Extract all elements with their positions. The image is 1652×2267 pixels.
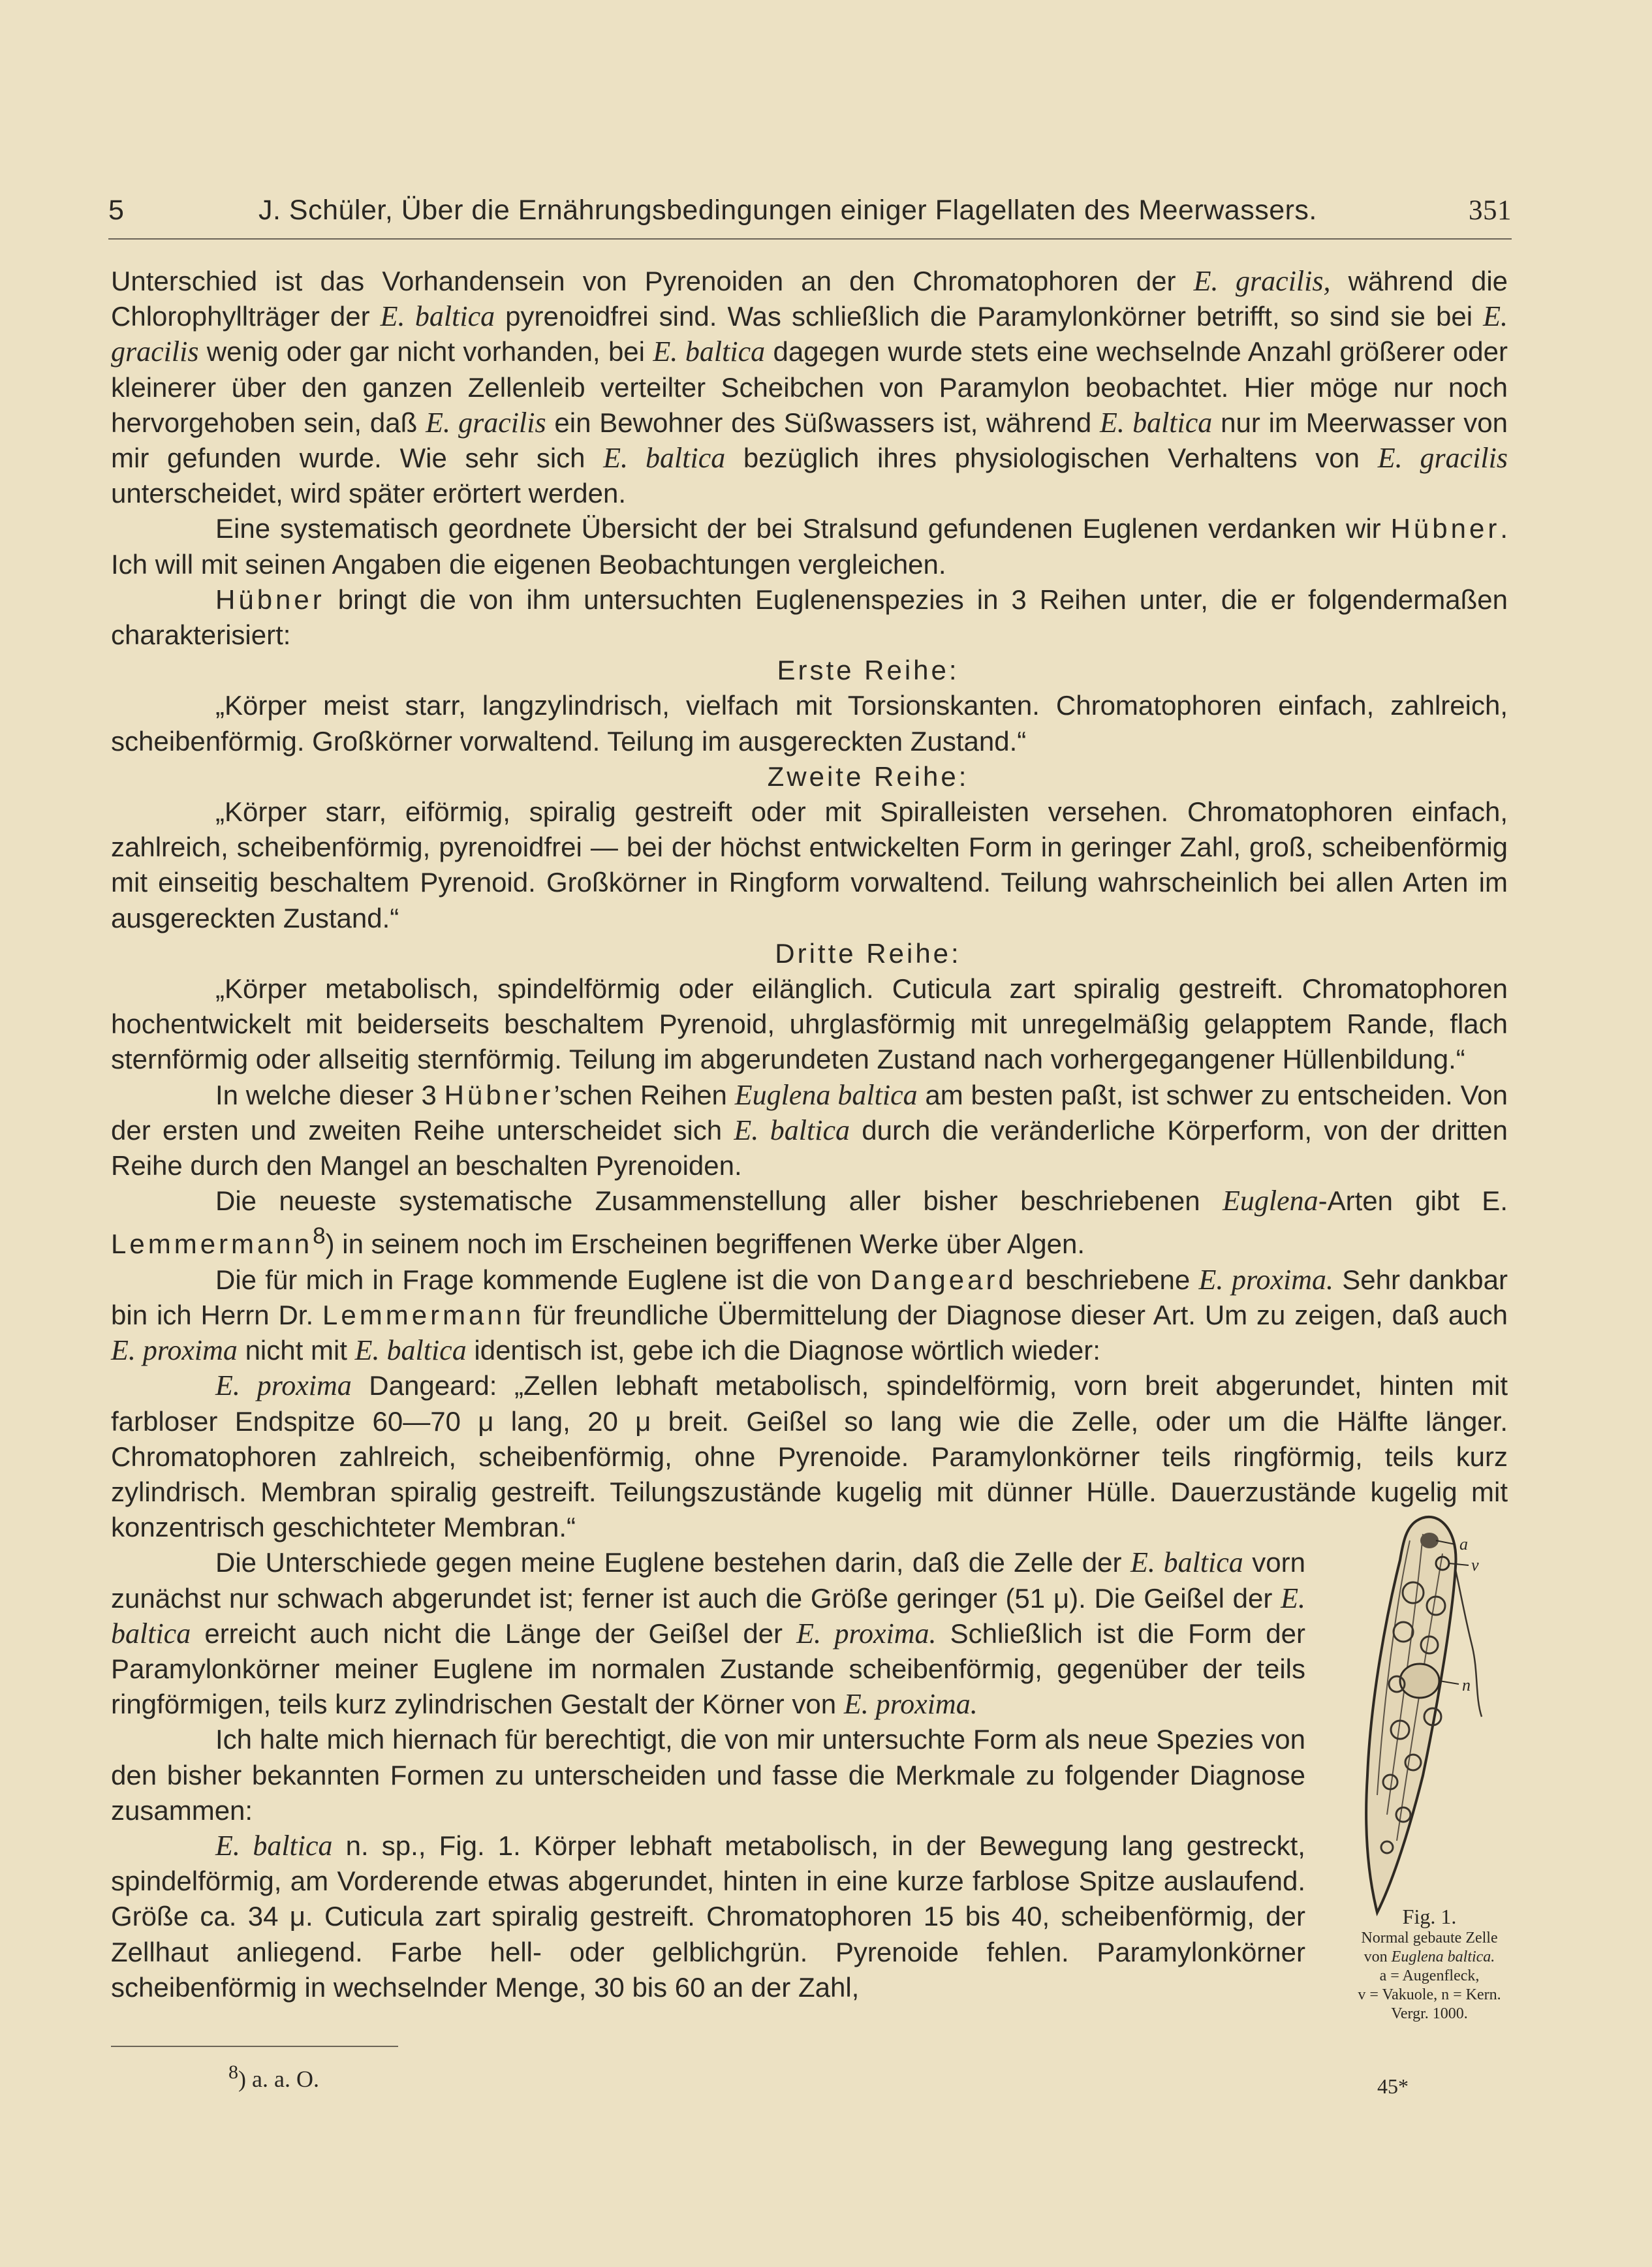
paragraph-9: Ich halte mich hiernach für berechtigt, die von mir untersuchte Form als neue Spezies von den bisher bekannten Formen zu unterscheiden und fasse die Merkmale zu folgender Diagnose zusammen: bbox=[111, 1724, 1305, 1826]
paragraph-1: Unterschied ist das Vorhandensein von Pyrenoiden an den Chromatophoren der E. gracilis, während die Chlorophyllträger der E. baltica pyrenoidfrei sind. Was schließlich die Paramylonkörner betrifft, so sind sie bei E. gracilis wenig oder gar nicht vorhanden, bei E. baltica dagegen wurde stets eine wechselnde Anzahl größerer oder kleinerer über den ganzen Zellenleib verteilter Scheibchen von Paramylon beobachtet. Hier möge nur noch hervorgehoben sein, daß E. gracilis ein Bewohner des Süßwassers ist, während E. baltica nur im Meerwasser von mir gefunden wurde. Wie sehr sich E. baltica bezüglich ihres physiologischen Verhaltens von E. gracilis unterscheidet, wird später erörtert werden. bbox=[111, 265, 1508, 509]
cell-outline bbox=[1366, 1517, 1456, 1913]
wrapped-text bbox=[111, 1545, 1305, 2005]
paragraph-6: Die für mich in Frage kommende Euglene ist die von Dangeard beschriebene E. proxima. Sehr dankbar bin ich Herrn Dr. Lemmermann für freundliche Übermittelung der Diagnose dieser Art. Um zu zeigen, daß auch E. proxima nicht mit E. baltica identisch ist, gebe ich die Diagnose wörtlich wieder: bbox=[111, 1263, 1508, 1367]
signature-mark: 45* bbox=[1377, 2074, 1409, 2098]
figure-caption: Fig. 1. Normal gebaute Zelle von Euglena baltica. a = Augenfleck, v = Vakuole, n = Kern. Vergr. 1000. bbox=[1318, 1907, 1540, 2024]
line-number: 5 bbox=[108, 195, 125, 226]
footnote-ref: 8 bbox=[313, 1223, 326, 1249]
page-number: 351 bbox=[1469, 195, 1512, 226]
euglena-figure bbox=[1332, 1501, 1521, 1919]
paragraph-10: E. baltica n. sp., Fig. 1. Körper lebhaft metabolisch, in der Bewegung lang gestreckt, spindelförmig, am Vorderende etwas abgerundet, hinten in eine kurze farblose Spitze auslaufend. Größe ca. 34 μ. Cuticula zart spiralig gestreift. Chromatophoren 15 bis 40, scheibenförmig, der Zellhaut anliegend. Farbe hell- oder gelblichgrün. Pyrenoide fehlen. Paramylonkörner scheibenförmig in wechselnder Menge, 30 bis 60 an der Zahl, bbox=[111, 1829, 1305, 2003]
quote-zweite-reihe: „Körper starr, eiförmig, spiralig gestreift oder mit Spiralleisten versehen. Chromatophoren einfach, zahlreich, scheibenförmig, pyrenoidfrei — bei der höchst entwickelten Form in geringer Zahl, groß, scheibenförmig mit einseitig beschaltem Pyrenoid. Großkörner in Ringform vorwaltend. Teilung wahrscheinlich bei allen Arten im ausgereckten Zustand.“ bbox=[111, 796, 1508, 933]
quote-erste-reihe: „Körper meist starr, langzylindrisch, vielfach mit Torsionskanten. Chromatophoren einfach, zahlreich, scheibenförmig. Großkörner vorwaltend. Teilung im ausgereckten Zustand.“ bbox=[111, 690, 1508, 757]
quote-dritte-reihe: „Körper metabolisch, spindelförmig oder eilänglich. Cuticula zart spiralig gestreift. Chromatophoren hochentwickelt mit beiderseits beschaltem Pyrenoid, uhrglasförmig mit unregelmäßig gelapptem Rande, flach sternförmig oder allseitig sternförmig. Teilung im abgerundeten Zustand nach vorhergegangener Hüllenbildung.“ bbox=[111, 973, 1508, 1075]
label-a: a bbox=[1459, 1535, 1468, 1554]
paragraph-3: Hübner bringt die von ihm untersuchten Euglenenspezies in 3 Reihen unter, die er folgendermaßen charakterisiert: bbox=[111, 584, 1508, 651]
heading-zweite-reihe: Zweite Reihe: bbox=[767, 760, 969, 792]
header-rule bbox=[108, 238, 1512, 240]
paragraph-5: Die neueste systematische Zusammenstellung aller bisher beschriebenen Euglena-Arten gibt E. Lemmermann$^8$) in seinem noch im Erscheinen begriffenen Werke über Algen. bbox=[111, 1185, 1508, 1260]
paragraph-2: Eine systematisch geordnete Übersicht der bei Stralsund gefundenen Euglenen verdanken wir Hübner. Ich will mit seinen Angaben die eigenen Beobachtungen vergleichen. bbox=[111, 513, 1508, 580]
running-header bbox=[108, 195, 1512, 234]
paragraph-4: In welche dieser 3 Hübner’schen Reihen Euglena baltica am besten paßt, ist schwer zu entscheiden. Von der ersten und zweiten Reihe unterscheidet sich E. baltica durch die veränderliche Körperform, von der dritten Reihe durch den Mangel an beschalten Pyrenoiden. bbox=[111, 1078, 1508, 1181]
figure-label: Fig. 1. bbox=[1402, 1905, 1457, 1928]
heading-erste-reihe: Erste Reihe: bbox=[777, 655, 959, 686]
running-title: J. Schüler, Über die Ernährungsbedingungen einiger Flagellaten des Meerwassers. bbox=[258, 195, 1317, 226]
label-v: v bbox=[1471, 1556, 1479, 1574]
main-text bbox=[111, 264, 1508, 2005]
footnote: $^8$) a. a. O. bbox=[228, 2061, 319, 2092]
heading-dritte-reihe: Dritte Reihe: bbox=[775, 937, 961, 969]
paragraph-7: E. proxima Dangeard: „Zellen lebhaft metabolisch, spindelförmig, vorn breit abgerundet, hinten mit farbloser Endspitze 60—70 μ lang, 20 μ breit. Geißel so lang wie die Zelle, oder um die Hälfte länger. Chromatophoren zahlreich, scheibenförmig, ohne Pyrenoide. Paramylonkörner teils ringförmig, teils kurz zylindrisch. Membran spiralig gestreift. Teilungszustände kugelig mit dünner Hülle. Dauerzustände kugelig mit konzentrisch geschichteter Membran.“ bbox=[111, 1369, 1508, 1543]
paragraph-8: Die Unterschiede gegen meine Euglene bestehen darin, daß die Zelle der E. baltica vorn zunächst nur schwach abgerundet ist; ferner ist auch die Größe geringer (51 μ). Die Geißel der E. baltica erreicht auch nicht die Länge der Geißel der E. proxima. Schließlich ist die Form der Paramylonkörner meiner Euglene im normalen Zustande scheibenförmig, gegenüber der teils ringförmigen, teils kurz zylindrischen Gestalt der Körner von E. proxima. bbox=[111, 1546, 1305, 1721]
footnote-rule bbox=[111, 2046, 398, 2047]
label-n: n bbox=[1462, 1676, 1471, 1695]
